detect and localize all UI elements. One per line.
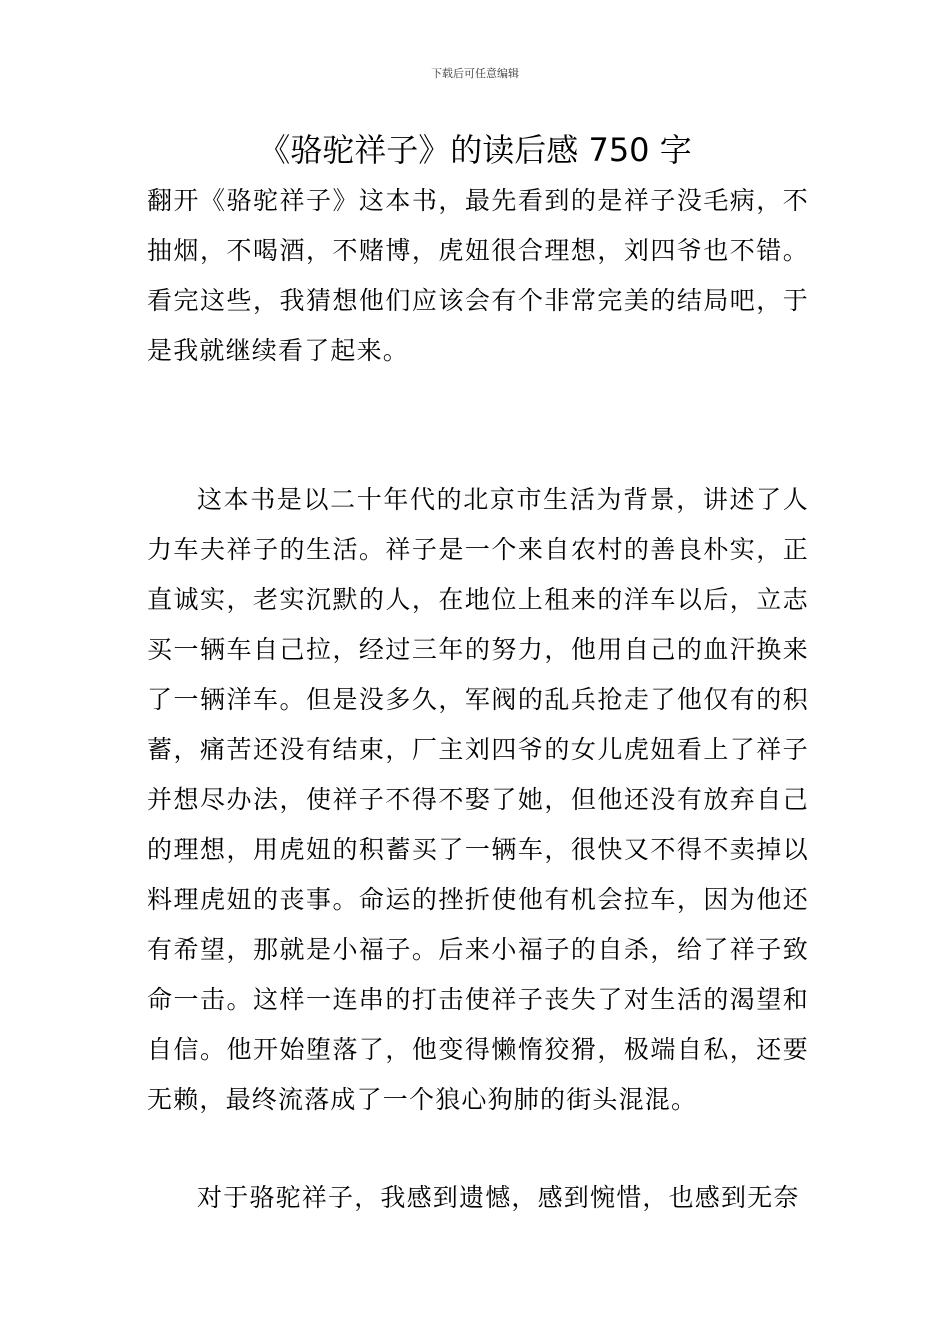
header-note: 下载后可任意编辑 [431,67,519,80]
paragraph-2: 这本书是以二十年代的北京市生活为背景，讲述了人力车夫祥子的生活。祥子是一个来自农村的善良朴实，正直诚实，老实沉默的人，在地位上租来的洋车以后，立志买一辆车自己拉，经过三年的努力，他用自己的血汗换来了一辆洋车。但是没多久，军阀的乱兵抢走了他仅有的积蓄，痛苦还没有结束，厂主刘四爷的女儿虎妞看上了祥子并想尽办法，使祥子不得不娶了她，但他还没有放弃自己的理想，用虎妞的积蓄买了一辆车，很快又不得不卖掉以料理虎妞的丧事。命运的挫折使他有机会拉车，因为他还有希望，那就是小福子。后来小福子的自杀，给了祥子致命一击。这样一连串的打击使祥子丧失了对生活的渴望和自信。他开始堕落了，他变得懒惰狡猾，极端自私，还要无赖，最终流落成了一个狼心狗肺的街头混混。 [147,485,809,1114]
document-title: 《骆驼祥子》的读后感 750 字 [258,131,692,169]
paragraph-3: 对于骆驼祥子，我感到遗憾，感到惋惜，也感到无奈 [197,1183,800,1212]
paragraph-1: 翻开《骆驼祥子》这本书，最先看到的是祥子没毛病，不抽烟，不喝酒，不赌博，虎妞很合理想，刘四爷也不错。看完这些，我猜想他们应该会有个非常完美的结局吧，于是我就继续看了起来。 [147,186,809,365]
